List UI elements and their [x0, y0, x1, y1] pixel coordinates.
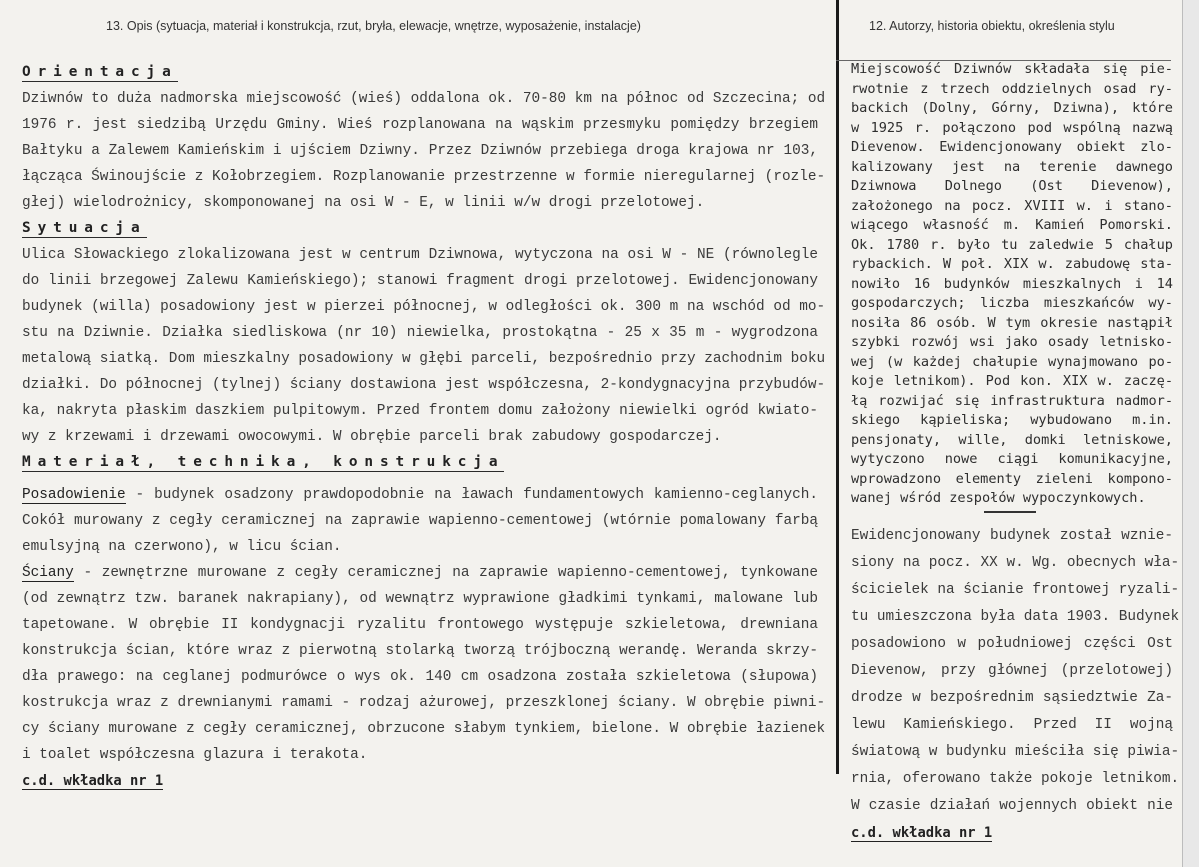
sciany-line — [22, 560, 818, 586]
text-line: siony na pocz. XX w. Wg. obecnych wła- — [851, 554, 1180, 571]
text-line: lewu Kamieńskiego. Przed II wojną — [851, 716, 1173, 733]
section-12-header: 12. Autorzy, historia obiektu, określenia stylu — [869, 19, 1115, 33]
text-line: wprowadzono elementy zieleni kompono- — [851, 470, 1173, 487]
text-line: emulsyjną na czerwono), w licu ścian. — [22, 539, 342, 555]
text-line: tu umieszczona była data 1903. Budynek — [851, 608, 1180, 625]
text-line: gospodarczych; liczba mieszkańców wy- — [851, 295, 1173, 311]
text-line: rwotnie z trzech oddzielnych osad ry- — [851, 80, 1173, 97]
text-line: głej) wielodrożnicy, skomponowanej na osi W - E, w linii w/w drogi przelotowej. — [22, 195, 705, 211]
text-line: cy ściany murowane z cegły ceramicznej, obrzucone słabym tynkiem, bielone. W obrębie łazienek — [22, 721, 826, 737]
text-line: Ewidencjonowany budynek został wznie- — [851, 527, 1173, 544]
text-line: pensjonaty, wille, domki letniskowe, — [851, 431, 1173, 448]
text-line: kostrukcja wraz z drewnianymi ramami - rodzaj ażurowej, przeszklonej ściany. W obrębie piwni- — [22, 695, 826, 711]
posadowienie-line-label: Posadowienie — [22, 487, 126, 503]
separator-dashes — [851, 509, 1173, 523]
text-line: stu na Dziwnie. Działka siedliskowa (nr 10) niewielka, prostokątna - 25 x 35 m - wygrodzona — [22, 325, 818, 341]
text-line: backich (Dolny, Górny, Dziwna), które — [851, 100, 1173, 116]
history-column — [851, 60, 1180, 846]
text-line: Dievenow. Ewidencjonowany obiekt zlo- — [851, 139, 1173, 155]
continued-note-left: c.d. wkładka nr 1 — [22, 773, 164, 789]
text-line: metalową siatką. Dom mieszkalny posadowiony w głębi parceli, bezpośrednio przy zachodnim boku — [22, 351, 826, 367]
text-line: Dziwnów to duża nadmorska miejscowość (wieś) oddalona ok. 70-80 km na północ od Szczecina; od — [22, 91, 826, 107]
section-13-header: 13. Opis (sytuacja, materiał i konstrukcja, rzut, bryła, elewacje, wnętrze, wyposażenie, instalacje) — [106, 19, 641, 33]
text-line: i toalet współczesna glazura i terakota. — [22, 747, 368, 763]
text-line: Cokół murowany z cegły ceramicznej na zaprawie wapienno-cementowej (wtórnie pomalowany farbą — [22, 513, 818, 529]
text-line: budynek (willa) posadowiony jest w pierzei północnej, w odległości ok. 300 m na wschód od mo- — [22, 299, 826, 315]
text-line: nosiła 86 osób. W tym okresie nastąpił — [851, 314, 1173, 331]
text-line: Dziwnowa Dolnego (Ost Dievenow), — [851, 178, 1173, 194]
material-text — [22, 476, 826, 768]
text-line: dła prawego: na ceglanej podmurówce o wys ok. 140 cm osadzona została szkieletowa (słupowa) — [22, 669, 818, 685]
heading-material: Materiał, technika, konstrukcja — [22, 454, 505, 470]
text-line: łącząca Świnoujście z Kołobrzegiem. Rozplanowanie przestrzenne w formie nieregularnej (rozle- — [22, 169, 826, 185]
text-line: ścicielek na ścianie frontowej ryzali- — [851, 581, 1180, 598]
text-line: (od zewnątrz tzw. baranek nakrapiany), od wewnątrz wyprawione gładkimi tynkami, malowane lub — [22, 591, 818, 607]
page-edge — [1182, 0, 1199, 867]
heading-sytuacja: Sytuacja — [22, 220, 147, 236]
text-line: do linii brzegowej Zalewu Kamieńskiego); stanowi fragment drogi przelotowej. Ewidencjonowany — [22, 273, 818, 289]
text-line: 1976 r. jest siedzibą Urzędu Gminy. Wieś rozplanowana na wąskim przesmyku pomiędzy brzegiem — [22, 117, 818, 133]
text-line: łą rozwijać się infrastruktura nadmor- — [851, 392, 1173, 409]
text-line: wej (w każdej chałupie wynajmowano po- — [851, 353, 1173, 370]
text-line: drodze w bezpośrednim sąsiedztwie Za- — [851, 689, 1173, 706]
column-divider — [836, 0, 839, 774]
text-line: skiego kąpieliska; wybudowano m.in. — [851, 412, 1173, 428]
text-line: Dievenow, przy głównej (przelotowej) — [851, 662, 1173, 679]
heading-orientacja: Orientacja — [22, 64, 178, 80]
sytuacja-text — [22, 242, 826, 450]
text-line: wiącego własność m. Kamień Pomorski. — [851, 217, 1173, 233]
text-line: wytyczono nowe ciągi komunikacyjne, — [851, 451, 1173, 467]
text-line: posadowiono w południowej części Ost — [851, 635, 1173, 652]
text-line: tapetowane. W obrębie II kondygnacji ryzalitu frontowego występuje szkieletowa, drewniana — [22, 617, 818, 633]
text-line: ka, nakryta płaskim daszkiem pulpitowym. Przed frontem domu założony niewielki ogród kwiato- — [22, 403, 818, 419]
text-line: wanej wśród zespołów wypoczynkowych. — [851, 490, 1146, 506]
orientacja-text — [22, 86, 826, 216]
history-text-2 — [851, 523, 1180, 820]
text-line: w 1925 r. połączono pod wspólną nazwą — [851, 119, 1173, 136]
posadowienie-line — [22, 482, 818, 508]
text-line: konstrukcja ścian, które wraz z pierwotną stolarką tworzą trójboczną werandę. Weranda skrzy- — [22, 643, 818, 659]
text-run: - zewnętrzne murowane z cegły ceramicznej na zaprawie wapienno-cementowej, tynkowane — [73, 565, 818, 581]
text-line: Bałtyku a Zalewem Kamieńskim i ujściem Dziwny. Przez Dziwnów przebiega droga krajowa nr 103, — [22, 143, 818, 159]
description-column — [22, 60, 826, 794]
continued-note-right: c.d. wkładka nr 1 — [851, 824, 993, 841]
text-line: wy z krzewami i drzewami owocowymi. W obrębie parceli brak zabudowy gospodarczej. — [22, 429, 722, 445]
text-line: założonego na pocz. XVIII w. i stano- — [851, 197, 1173, 214]
sciany-line-label: Ściany — [22, 565, 74, 581]
text-line: rnia, oferowano także pokoje letnikom. — [851, 770, 1180, 787]
text-line: nowiło 16 budynków mieszkalnych i 14 — [851, 275, 1173, 292]
text-line: Miejscowość Dziwnów składała się pie- — [851, 61, 1173, 77]
text-line: światową w budynku mieściła się piwia- — [851, 743, 1180, 760]
text-line: szybki rozwój wsi jako osady letnisko- — [851, 334, 1173, 350]
text-line: działki. Do północnej (tylnej) ściany dostawiona jest współczesna, 2-kondygnacyjna przybudów- — [22, 377, 826, 393]
text-line: rybackich. W poł. XIX w. zabudowę sta- — [851, 256, 1173, 272]
text-line: kalizowany jest na terenie dawnego — [851, 158, 1173, 175]
text-line: Ulica Słowackiego zlokalizowana jest w centrum Dziwnowa, wytyczona na osi W - NE (równolegle — [22, 247, 818, 263]
text-line: koje letnikom). Pod kon. XIX w. zaczę- — [851, 373, 1173, 389]
text-line: W czasie działań wojennych obiekt nie — [851, 797, 1173, 814]
text-line: Ok. 1780 r. było tu zaledwie 5 chałup — [851, 236, 1173, 253]
history-text-1 — [851, 60, 1173, 509]
text-run: - budynek osadzony prawdopodobnie na ławach fundamentowych kamienno-ceglanych. — [125, 487, 818, 503]
